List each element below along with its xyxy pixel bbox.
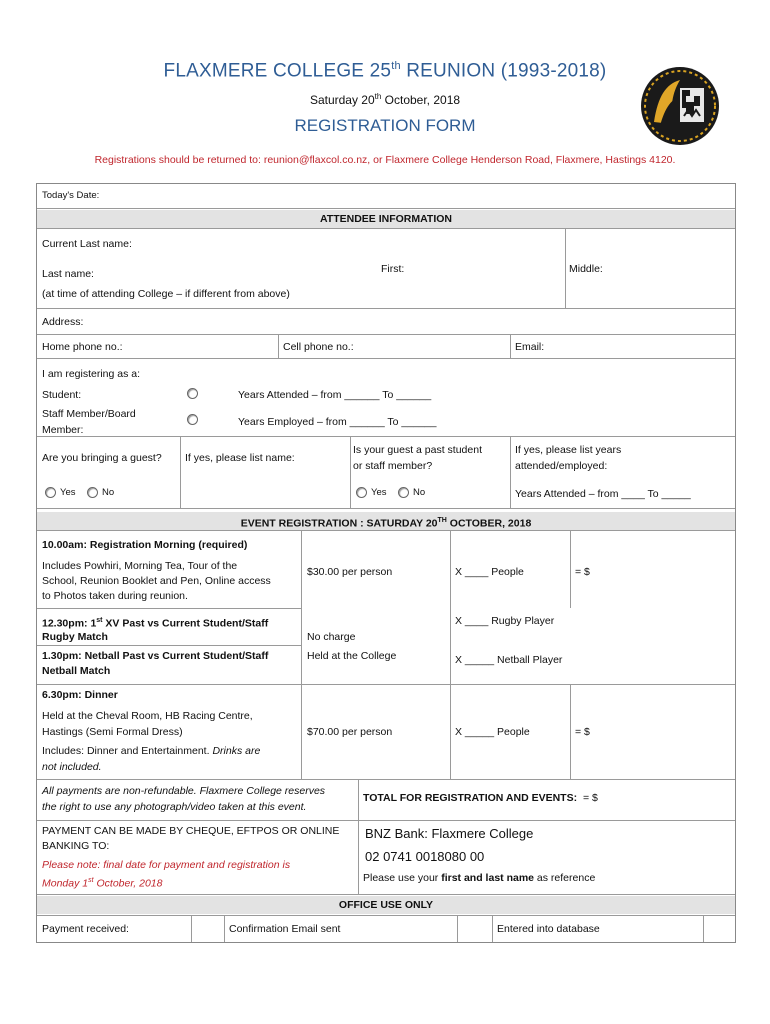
payment-reference: Please use your first and last name as reference [363,872,596,884]
registering-as-label: I am registering as a: [42,368,141,380]
non-refundable-note: All payments are non-refundable. Flaxmere College reserves [42,785,326,797]
guest-years-label-2: attended/employed: [515,460,608,472]
event-date: Saturday 20th October, 2018 [309,92,461,107]
home-phone-label: Home phone no.: [42,341,123,353]
guest-past-yes-radio[interactable] [356,487,367,498]
payment-methods: PAYMENT CAN BE MADE BY CHEQUE, EFTPOS OR ONLINE [42,825,340,837]
payment-received-label: Payment received: [42,923,129,935]
cell-phone-label: Cell phone no.: [283,341,354,353]
registration-desc-3: to Photos taken during reunion. [42,590,188,602]
final-date-note-2: Monday 1st October, 2018 [42,877,163,890]
registration-desc: Includes Powhiri, Morning Tea, Tour of the [42,560,238,572]
middle-name-label: Middle: [569,263,603,275]
registration-total-field: = $ [575,566,590,578]
years-employed-field: Years Employed – from ______ To ______ [238,416,437,428]
payment-methods-2: BANKING TO: [42,840,110,852]
email-label: Email: [515,341,545,353]
event-registration-header: EVENT REGISTRATION : SATURDAY 20TH OCTOBER, 2018 [37,512,735,530]
guest-past-no-label: No [413,487,426,498]
guest-yes-radio[interactable] [45,487,56,498]
rugby-match-title: 12.30pm: 1st XV Past vs Current Student/Staff [42,617,269,630]
years-attended-field: Years Attended – from ______ To ______ [238,389,432,401]
guest-years-attended-field: Years Attended – from ____ To _____ [515,488,691,500]
first-name-label: First: [381,263,405,275]
staff-label: Staff Member/Board [42,408,136,420]
rugby-match-title-2: Rugby Match [42,631,108,643]
todays-date-label: Today's Date: [42,190,100,201]
guest-no-label: No [102,487,115,498]
bank-account-number: 02 0741 0018080 00 [365,849,485,864]
dinner-total-field: = $ [575,726,590,738]
college-logo-icon [640,66,720,146]
netball-match-title-2: Netball Match [42,665,111,677]
dinner-people-field: X _____ People [455,726,530,738]
netball-match-title: 1.30pm: Netball Past vs Current Student/Staff [42,650,269,662]
staff-label-2: Member: [42,424,84,436]
guest-past-label-2: or staff member? [353,460,433,472]
confirmation-email-label: Confirmation Email sent [229,923,341,935]
registration-form [36,183,736,943]
last-name-note: (at time of attending College – if different from above) [42,288,290,300]
final-date-note: Please note: final date for payment and registration is [42,859,291,871]
dinner-desc: Held at the Cheval Room, HB Racing Centre, [42,710,253,722]
address-label: Address: [42,316,84,328]
dinner-desc-2: Hastings (Semi Formal Dress) [42,726,183,738]
registration-desc-2: School, Reunion Booklet and Pen, Online access [42,575,271,587]
dinner-price: $70.00 per person [307,726,393,738]
dinner-title: 6.30pm: Dinner [42,689,118,701]
current-last-name-label: Current Last name: [42,238,132,250]
bank-name: BNZ Bank: Flaxmere College [365,826,534,841]
rugby-player-field: X ____ Rugby Player [455,615,555,627]
netball-player-field: X _____ Netball Player [455,654,563,666]
registration-morning-title: 10.00am: Registration Morning (required) [42,539,248,551]
guest-past-no-radio[interactable] [398,487,409,498]
guest-past-yes-label: Yes [371,487,387,498]
student-label: Student: [42,389,82,401]
registration-price: $30.00 per person [307,566,393,578]
staff-radio[interactable] [187,414,198,425]
page-title: FLAXMERE COLLEGE 25th REUNION (1993-2018) [163,60,607,82]
bringing-guest-label: Are you bringing a guest? [42,452,162,464]
total-label: TOTAL FOR REGISTRATION AND EVENTS: = $ [363,792,598,804]
non-refundable-note-2: the right to use any photograph/video taken at this event. [42,801,307,813]
guest-past-label: Is your guest a past student [353,444,482,456]
office-use-header: OFFICE USE ONLY [37,896,735,914]
held-at-college-label: Held at the College [307,650,397,662]
form-title: REGISTRATION FORM [294,116,476,135]
guest-no-radio[interactable] [87,487,98,498]
last-name-label: Last name: [42,268,94,280]
registration-people-field: X ____ People [455,566,524,578]
entered-database-label: Entered into database [497,923,600,935]
no-charge-label: No charge [307,631,356,643]
dinner-includes: Includes: Dinner and Entertainment. Drinks are [42,745,261,757]
guest-yes-label: Yes [60,487,76,498]
guest-years-label: If yes, please list years [515,444,622,456]
return-instructions: Registrations should be returned to: reunion@flaxcol.co.nz, or Flaxmere College Henderson Road, Flaxmere, Hastings 4120. [94,154,676,166]
student-radio[interactable] [187,388,198,399]
attendee-info-header: ATTENDEE INFORMATION [37,210,735,228]
dinner-includes-2: not included. [42,761,102,773]
guest-name-label: If yes, please list name: [185,452,295,464]
